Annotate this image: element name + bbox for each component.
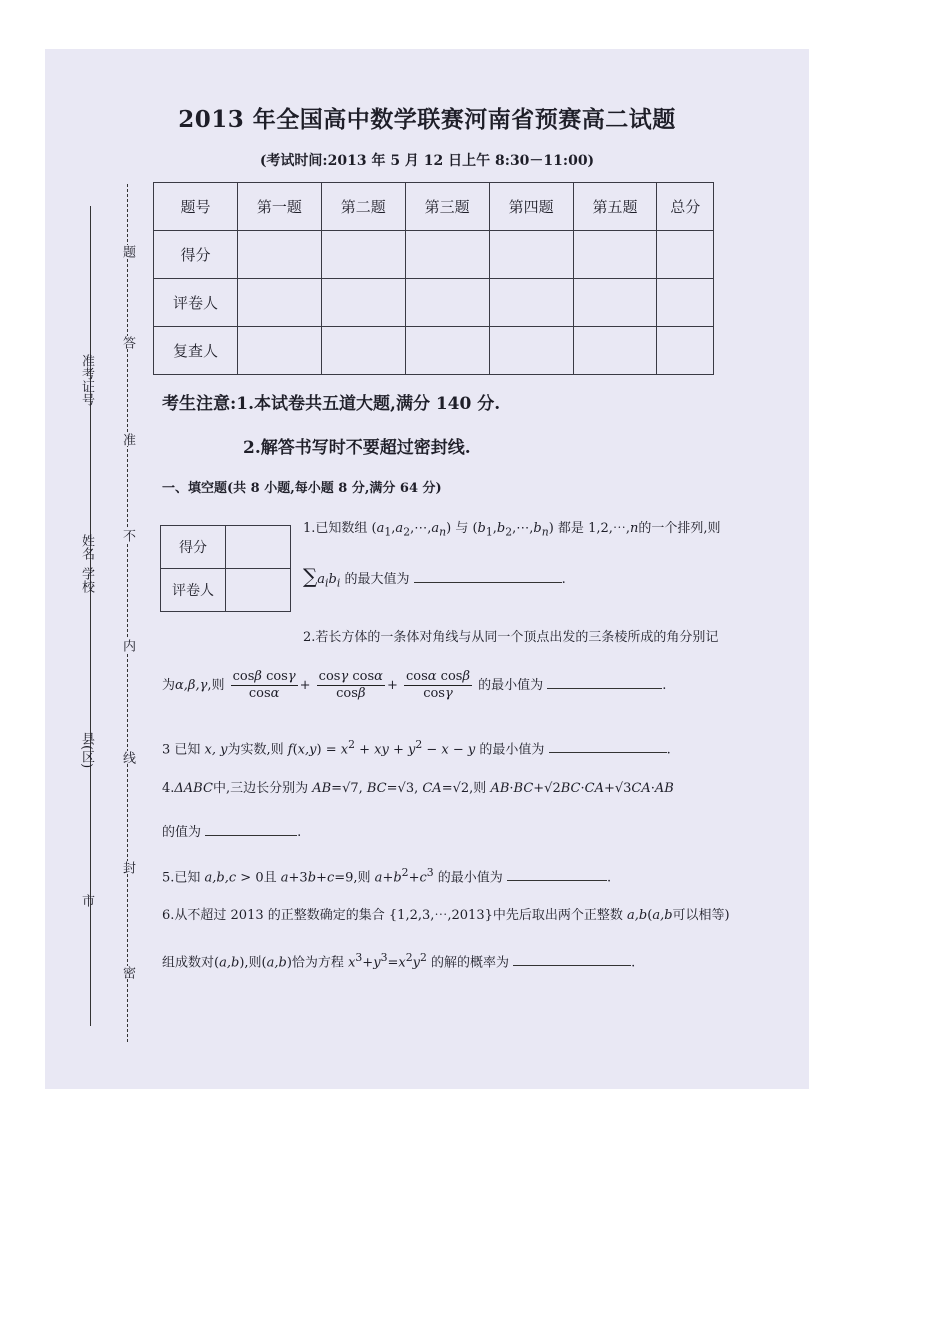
seal-char: 题 xyxy=(120,245,135,258)
margin-label-city: 市 xyxy=(79,894,94,907)
score-table-row xyxy=(154,231,714,279)
q4-text: 的值为 xyxy=(162,825,202,840)
q4-text: 中,三边长分别为 xyxy=(212,781,309,796)
question-4-line-2: 的值为 . xyxy=(162,821,301,842)
margin-label-exam-id: 准考证号 xyxy=(79,354,94,406)
q1-text: 与 xyxy=(455,521,469,536)
score-cell[interactable] xyxy=(237,231,321,279)
q4-text: ,则 xyxy=(469,781,487,796)
q1-text: 的一个排列,则 xyxy=(638,521,721,536)
score-cell[interactable] xyxy=(573,279,657,327)
question-5: 5.已知 a,b,c > 0且 a+3b+c=9,则 $a+b^2+c^3$ 的最小值为 . xyxy=(162,866,612,886)
score-table xyxy=(153,182,714,375)
score-header-cell: 第二题 xyxy=(321,183,405,231)
q6-text: 6.从不超过 2013 的正整数确定的集合 xyxy=(162,908,385,923)
question-6: 6.从不超过 2013 的正整数确定的集合 {1,2,3,⋯,2013}中先后取出两个正整数 a,b(a,b可以相等) xyxy=(162,908,730,923)
q3-text: 3 已知 xyxy=(162,742,201,758)
score-row-label: 复查人 xyxy=(154,327,238,375)
fraction: $\frac{\text{cosα cosβ}}{\cos\gamma}$ xyxy=(405,669,470,701)
score-header-cell: 总分 xyxy=(657,183,714,231)
q6-text: 可以相等) xyxy=(672,908,730,923)
fraction: $\frac{\text{cosβ cosγ}}{\cos\alpha}$ xyxy=(232,669,296,701)
answer-blank-4[interactable] xyxy=(205,821,297,836)
exam-title: 2013 年全国高中数学联赛河南省预赛高二试题 xyxy=(178,106,676,133)
score-header-cell: 第五题 xyxy=(573,183,657,231)
seal-char: 准 xyxy=(120,433,135,446)
margin-label-name: 姓名 xyxy=(79,534,94,560)
q5-text: 且 xyxy=(263,870,277,886)
seal-line xyxy=(127,184,128,1042)
score-cell[interactable] xyxy=(657,231,714,279)
q6-text: 组成数对 xyxy=(162,955,215,971)
question-2: 2.若长方体的一条体对角线与从同一个顶点出发的三条棱所成的角分别记 xyxy=(303,630,719,645)
score-cell[interactable] xyxy=(573,231,657,279)
q6-text: 恰为方程 xyxy=(291,955,344,971)
margin-label-school: 学校 xyxy=(79,567,94,593)
q6-text: ,则 xyxy=(244,955,262,971)
score-cell[interactable] xyxy=(405,231,489,279)
q2-text: 的最小值为 xyxy=(478,678,544,693)
score-header-cell: 第三题 xyxy=(405,183,489,231)
notice-line-2: 2.解答书写时不要超过密封线. xyxy=(243,438,471,458)
exam-page xyxy=(45,49,809,1089)
score-cell[interactable] xyxy=(405,279,489,327)
question-1-line-2: $\sum a_ib_i$ 的最大值为 . xyxy=(303,564,566,590)
section-heading: 一、填空题(共 8 小题,每小题 8 分,满分 64 分) xyxy=(162,481,442,496)
score-cell[interactable] xyxy=(489,327,573,375)
score-table-row xyxy=(154,279,714,327)
seal-char: 内 xyxy=(120,639,135,652)
score-row-label: 得分 xyxy=(154,231,238,279)
q4-text: 4. xyxy=(162,781,175,796)
seal-char: 密 xyxy=(120,966,135,979)
answer-blank-1[interactable] xyxy=(414,568,562,583)
score-header-cell: 第四题 xyxy=(489,183,573,231)
q2-text: ,则 xyxy=(207,678,225,693)
question-6-line-2: 组成数对(a,b),则(a,b)恰为方程 $x^3+y^3=x^2y^2$ 的解的概率为 . xyxy=(162,951,636,971)
seal-char: 封 xyxy=(120,861,135,874)
sigma-symbol: ∑ xyxy=(303,564,318,588)
q5-text: 的最小值为 xyxy=(437,870,503,886)
q5-text: 5.已知 xyxy=(162,870,201,886)
fraction: $\frac{\text{cosγ cosα}}{\cos\beta}$ xyxy=(318,669,383,701)
seal-char: 线 xyxy=(120,751,135,764)
notice-line-1: 考生注意:1.本试卷共五道大题,满分 140 分. xyxy=(162,394,501,414)
seal-char: 不 xyxy=(120,529,135,542)
score-cell[interactable] xyxy=(573,327,657,375)
q5-text: ,则 xyxy=(353,870,371,886)
question-1: 1.已知数组 $(a_1,a_2,\cdots,a_n)$ 与 $(b_1,b_2,\cdots,b_n)$ 都是 1,2,⋯,n的一个排列,则 xyxy=(303,521,721,539)
score-cell[interactable] xyxy=(237,327,321,375)
score-header-cell: 第一题 xyxy=(237,183,321,231)
section-score-box xyxy=(160,525,291,612)
seal-char: 答 xyxy=(120,336,135,349)
q6-text: 中先后取出两个正整数 xyxy=(492,908,623,923)
q3-text: 的最小值为 xyxy=(479,742,545,758)
exam-time: (考试时间:2013 年 5 月 12 日上午 8:30－11:00) xyxy=(259,153,595,169)
score-cell[interactable] xyxy=(657,327,714,375)
q6-text: 的解的概率为 xyxy=(430,955,509,971)
mini-score-cell[interactable] xyxy=(226,526,291,569)
q1-text: 都是 xyxy=(557,521,584,536)
score-cell[interactable] xyxy=(321,231,405,279)
score-cell[interactable] xyxy=(489,231,573,279)
question-4: 4.ΔABC中,三边长分别为 AB=√7, BC=√3, CA=√2,则 AB·BC+√2BC·CA+√3CA·AB xyxy=(162,781,674,796)
answer-blank-2[interactable] xyxy=(547,674,662,689)
score-header-cell: 题号 xyxy=(154,183,238,231)
question-2-line-2: 为α,β,γ,则 $\frac{\text{cosβ cosγ}}{\cos\alpha}$ + $\frac{\text{cosγ cosα}}{\cos\beta}$ + $\frac{\text{cosα cosβ}}{\cos\gamma}$ 的最小值为 . xyxy=(162,669,667,701)
score-cell[interactable] xyxy=(657,279,714,327)
answer-blank-6[interactable] xyxy=(513,951,631,966)
q2-text: 为 xyxy=(162,678,176,693)
score-table-row xyxy=(154,327,714,375)
answer-blank-5[interactable] xyxy=(507,866,607,881)
score-cell[interactable] xyxy=(321,279,405,327)
score-cell[interactable] xyxy=(405,327,489,375)
score-cell[interactable] xyxy=(237,279,321,327)
mini-row-label: 得分 xyxy=(161,526,226,569)
score-cell[interactable] xyxy=(321,327,405,375)
score-row-label: 评卷人 xyxy=(154,279,238,327)
question-3: 3 已知 x, y为实数,则 $f(x,y) = x^2$ + xy + $y^2 - x - y$ 的最小值为 . xyxy=(162,738,671,758)
score-table-header-row xyxy=(154,183,714,231)
mini-row-label: 评卷人 xyxy=(161,569,226,612)
mini-score-cell[interactable] xyxy=(226,569,291,612)
q1-text: 1.已知数组 xyxy=(303,521,368,536)
q1-text: 的最大值为 xyxy=(344,572,410,587)
score-cell[interactable] xyxy=(489,279,573,327)
q3-text: 为实数,则 xyxy=(227,742,284,758)
margin-label-county: 县(区) xyxy=(79,732,94,769)
answer-blank-3[interactable] xyxy=(549,738,667,753)
